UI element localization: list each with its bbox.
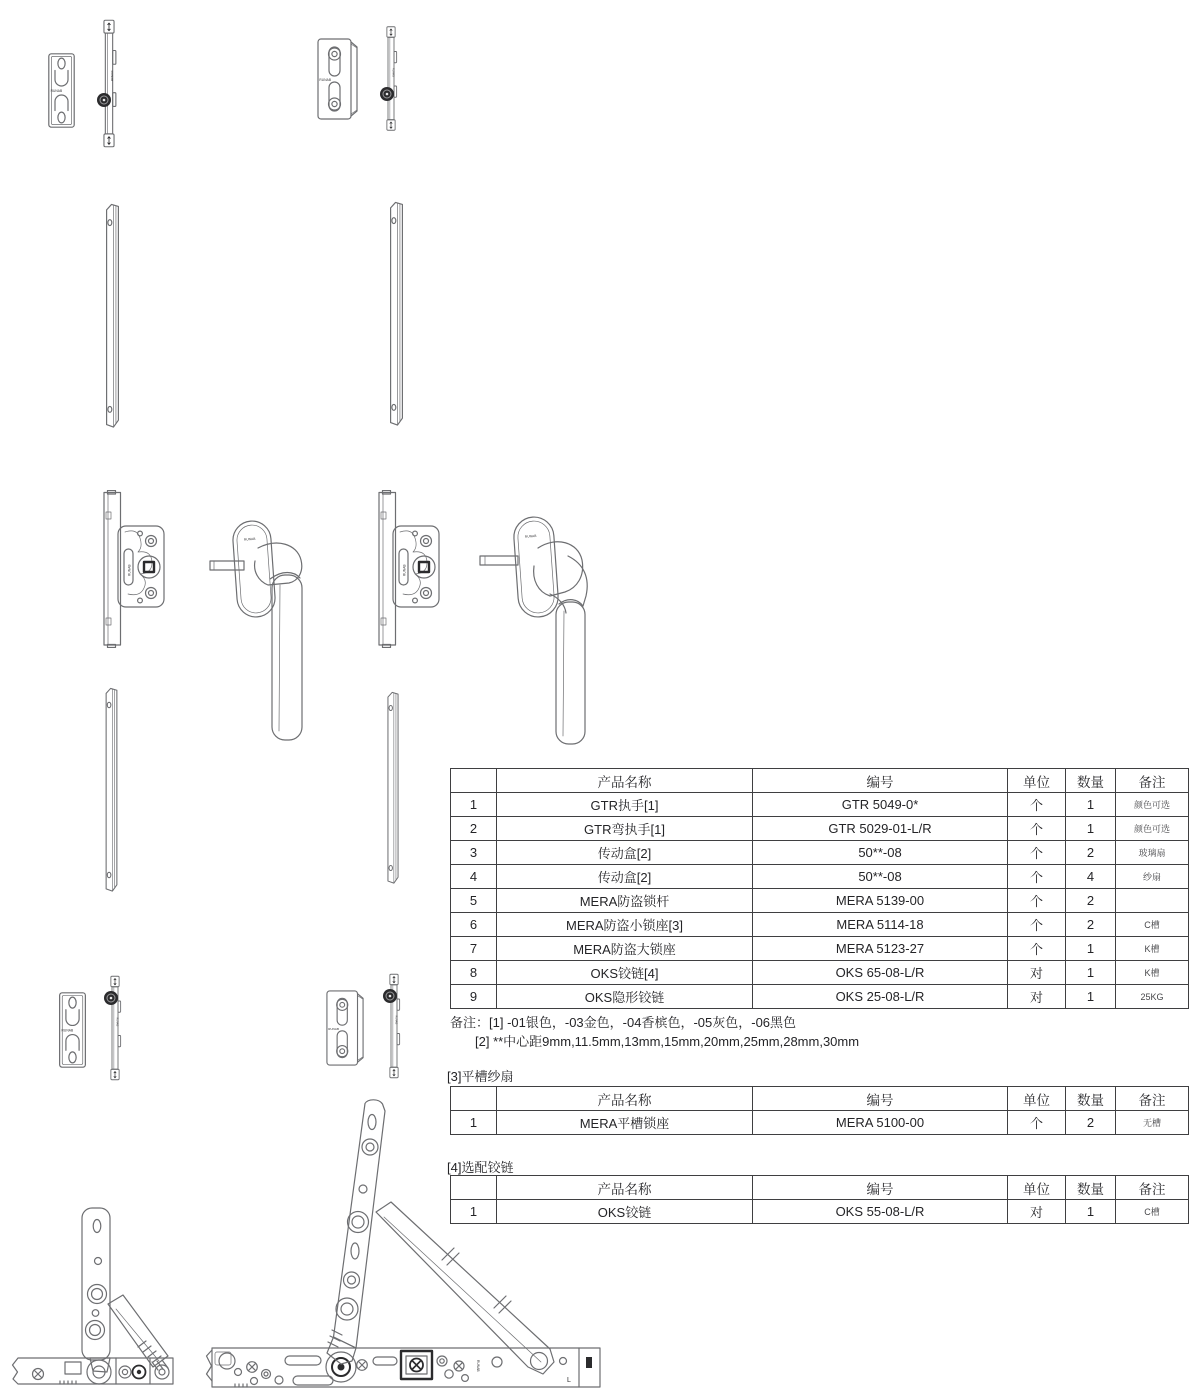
cell-part-number: 50**-08 [753, 865, 1008, 889]
header-unit: 单位 [1008, 1176, 1066, 1200]
cell-unit: 对 [1008, 1200, 1066, 1224]
cell-part-number: 50**-08 [753, 841, 1008, 865]
cell-quantity: 2 [1066, 913, 1116, 937]
header-unit: 单位 [1008, 1087, 1066, 1111]
header-product-name: 产品名称 [497, 1087, 753, 1111]
drive-bar-knob [97, 93, 111, 107]
header-unit: 单位 [1008, 769, 1066, 793]
cell-index: 3 [451, 841, 497, 865]
cell-index: 1 [451, 793, 497, 817]
header-row [451, 1087, 1189, 1111]
cell-part-number: OKS 55-08-L/R [753, 1200, 1008, 1224]
drawing-keeper-block-top-right [318, 39, 357, 119]
cell-index: 6 [451, 913, 497, 937]
header-quantity: 数量 [1066, 769, 1116, 793]
drawing-keeper-plate-top-left [49, 54, 74, 127]
optional-hinge-table-title: [4]选配铰链 [447, 1160, 514, 1175]
table-row [451, 1111, 1189, 1135]
drawing-gearbox-left [104, 491, 164, 648]
cell-product-name: GTR弯执手[1] [497, 817, 753, 841]
cell-part-number: GTR 5049-0* [753, 793, 1008, 817]
cell-part-number: MERA 5139-00 [753, 889, 1008, 913]
cell-remark: 25KG [1116, 985, 1189, 1009]
drive-bar-knob [380, 87, 394, 101]
cell-part-number: GTR 5029-01-L/R [753, 817, 1008, 841]
orientation-marker: L [567, 1377, 571, 1384]
screen-sash-table [450, 1086, 1189, 1135]
drawing-keeper-block-bottom-right [327, 991, 363, 1065]
cell-quantity: 2 [1066, 1111, 1116, 1135]
cell-remark: K槽 [1116, 937, 1189, 961]
drawing-drive-bar-top-right [387, 27, 397, 131]
table-row [451, 793, 1189, 817]
header-part-number: 编号 [753, 1087, 1008, 1111]
cell-index: 5 [451, 889, 497, 913]
drawing-gearbox-right [379, 491, 439, 648]
cell-quantity: 1 [1066, 1200, 1116, 1224]
cell-quantity: 4 [1066, 865, 1116, 889]
cell-unit: 个 [1008, 817, 1066, 841]
notes-block [450, 1013, 859, 1051]
table-row [451, 865, 1189, 889]
header-part-number: 编号 [753, 1176, 1008, 1200]
cell-quantity: 1 [1066, 817, 1116, 841]
drive-bar-knob [383, 989, 397, 1003]
main-parts-table [450, 768, 1189, 1009]
cell-unit: 个 [1008, 1111, 1066, 1135]
drawing-drive-bar-top-left [104, 20, 116, 147]
optional-hinge-table [450, 1175, 1189, 1224]
cell-quantity: 1 [1066, 985, 1116, 1009]
cell-product-name: OKS铰链 [497, 1200, 753, 1224]
screen-sash-table-title: [3]平槽纱扇 [447, 1069, 514, 1084]
cell-product-name: 传动盒[2] [497, 841, 753, 865]
cell-product-name: MERA防盗大锁座 [497, 937, 753, 961]
cell-unit: 对 [1008, 985, 1066, 1009]
header-quantity: 数量 [1066, 1087, 1116, 1111]
cell-unit: 对 [1008, 961, 1066, 985]
brand-label: RUNAB [524, 533, 537, 539]
note-line-1 [450, 1013, 859, 1032]
cell-quantity: 2 [1066, 841, 1116, 865]
cell-unit: 个 [1008, 889, 1066, 913]
table-row [451, 985, 1189, 1009]
table-row [451, 937, 1189, 961]
header-product-name: 产品名称 [497, 1176, 753, 1200]
cell-unit: 个 [1008, 841, 1066, 865]
header-index [451, 1087, 497, 1111]
cell-product-name: 传动盒[2] [497, 865, 753, 889]
cell-unit: 个 [1008, 793, 1066, 817]
drawing-lock-rod-2 [391, 202, 403, 425]
cell-product-name: OKS隐形铰链 [497, 985, 753, 1009]
cell-unit: 个 [1008, 913, 1066, 937]
cell-index: 2 [451, 817, 497, 841]
cell-quantity: 1 [1066, 961, 1116, 985]
drawing-handle-straight [210, 520, 302, 740]
header-row [451, 769, 1189, 793]
cell-remark: K槽 [1116, 961, 1189, 985]
table-row [451, 889, 1189, 913]
drawing-hinge-large [207, 1100, 601, 1387]
cell-part-number: OKS 65-08-L/R [753, 961, 1008, 985]
table-row [451, 1200, 1189, 1224]
header-quantity: 数量 [1066, 1176, 1116, 1200]
cell-remark: 颜色可选 [1116, 817, 1189, 841]
cell-remark: C槽 [1116, 1200, 1189, 1224]
table-row [451, 961, 1189, 985]
header-row [451, 1176, 1189, 1200]
table-row [451, 841, 1189, 865]
cell-index: 9 [451, 985, 497, 1009]
cell-unit: 个 [1008, 937, 1066, 961]
note-line-2: [2] **中心距9mm,11.5mm,13mm,15mm,20mm,25mm,28mm,30mm [475, 1034, 860, 1049]
drawing-handle-bent [480, 516, 587, 744]
table-row [451, 817, 1189, 841]
notes-label: 备注： [450, 1015, 490, 1030]
cell-product-name: OKS铰链[4] [497, 961, 753, 985]
drawing-lock-rod-1 [107, 204, 119, 427]
cell-part-number: MERA 5100-00 [753, 1111, 1008, 1135]
cell-unit: 个 [1008, 865, 1066, 889]
cell-part-number: MERA 5123-27 [753, 937, 1008, 961]
cell-index: 1 [451, 1111, 497, 1135]
cell-remark: 无槽 [1116, 1111, 1189, 1135]
cell-part-number: MERA 5114-18 [753, 913, 1008, 937]
cell-product-name: MERA平槽锁座 [497, 1111, 753, 1135]
cell-product-name: MERA防盗小锁座[3] [497, 913, 753, 937]
cell-quantity: 1 [1066, 793, 1116, 817]
header-product-name: 产品名称 [497, 769, 753, 793]
cell-quantity: 1 [1066, 937, 1116, 961]
cell-index: 8 [451, 961, 497, 985]
cell-remark: 玻璃扇 [1116, 841, 1189, 865]
cell-remark [1116, 889, 1189, 913]
cell-remark: C槽 [1116, 913, 1189, 937]
note-colors: [1] -01银色，-03金色，-04香槟色，-05灰色，-06黑色 [489, 1015, 797, 1030]
cell-quantity: 2 [1066, 889, 1116, 913]
cell-index: 7 [451, 937, 497, 961]
cell-product-name: GTR执手[1] [497, 793, 753, 817]
cell-index: 4 [451, 865, 497, 889]
cell-remark: 颜色可选 [1116, 793, 1189, 817]
header-part-number: 编号 [753, 769, 1008, 793]
header-remark: 备注 [1116, 769, 1189, 793]
drawing-lock-rod-3 [106, 688, 117, 891]
drawing-lock-rod-4 [388, 692, 398, 883]
cell-index: 1 [451, 1200, 497, 1224]
table-row [451, 913, 1189, 937]
header-remark: 备注 [1116, 1087, 1189, 1111]
drive-bar-knob [104, 991, 118, 1005]
brand-label: RUNAB [476, 1360, 480, 1372]
header-remark: 备注 [1116, 1176, 1189, 1200]
header-index [451, 769, 497, 793]
cell-part-number: OKS 25-08-L/R [753, 985, 1008, 1009]
cell-remark: 纱扇 [1116, 865, 1189, 889]
brand-label: RUNAB [243, 536, 256, 542]
drawing-hinge-small [13, 1208, 174, 1384]
drawing-keeper-plate-bottom-left [60, 993, 86, 1067]
cell-product-name: MERA防盗锁杆 [497, 889, 753, 913]
header-index [451, 1176, 497, 1200]
